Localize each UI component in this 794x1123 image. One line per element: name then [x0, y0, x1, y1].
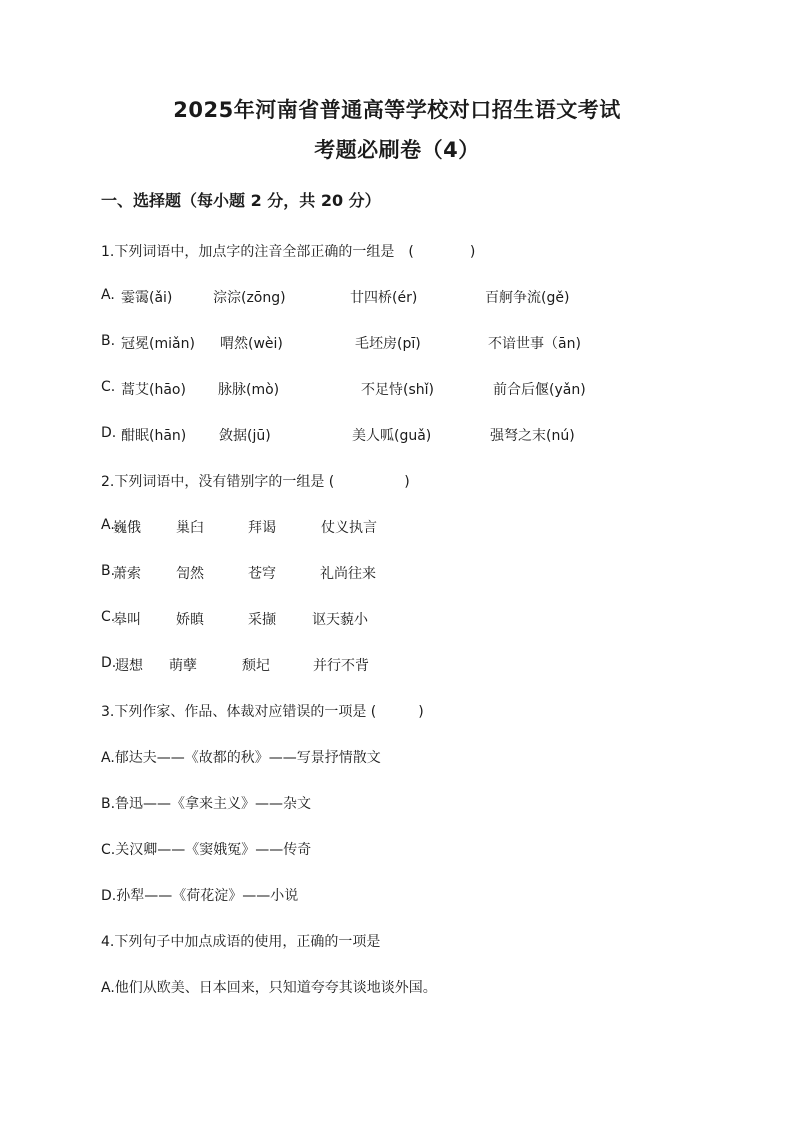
option-item: 萧索 — [113, 566, 141, 582]
question-3-option-b: B.鲁迅——《拿来主义》——杂文 — [101, 796, 312, 812]
question-2-option-c — [101, 609, 701, 629]
option-item: 萌孽 — [169, 658, 197, 674]
option-label: D. — [101, 655, 117, 671]
option-label: A. — [101, 517, 115, 533]
option-item: 前合后偃(yǎn) — [493, 382, 586, 398]
option-item: 喟然(wèi) — [220, 336, 283, 352]
option-item: 脉脉(mò) — [218, 382, 280, 398]
option-item: 娇瞋 — [176, 612, 204, 628]
option-item: 巢臼 — [176, 520, 204, 536]
question-2-option-d — [101, 655, 701, 675]
question-2-option-b — [101, 563, 701, 583]
option-item: 强弩之末(nú) — [490, 428, 575, 444]
option-item: 巍俄 — [113, 520, 141, 536]
option-item: 毛坯房(pī) — [355, 336, 421, 352]
option-label: C. — [101, 609, 116, 625]
option-item: 百舸争流(gě) — [485, 290, 570, 306]
option-item: 廿四桥(ér) — [350, 290, 418, 306]
section-heading: 一、选择题（每小题 2 分，共 20 分） — [101, 191, 381, 210]
option-item: 讴天藐小 — [312, 612, 368, 628]
question-3-option-c: C.关汉卿——《窦娥冤》——传奇 — [101, 842, 312, 858]
option-item: 皋叫 — [113, 612, 141, 628]
question-3-option-d: D.孙犁——《荷花淀》——小说 — [101, 888, 299, 904]
option-item: 不谙世事（ān) — [488, 336, 581, 352]
option-item: 冠冕(miǎn) — [121, 336, 195, 352]
question-1-option-c — [101, 379, 701, 399]
option-label: C. — [101, 379, 116, 395]
page-title: 2025年河南省普通高等学校对口招生语文考试 — [173, 98, 621, 122]
option-label: A. — [101, 287, 115, 303]
question-4-option-a: A.他们从欧美、日本回来，只知道夸夸其谈地谈外国。 — [101, 980, 437, 996]
option-item: 苍穹 — [248, 566, 276, 582]
option-item: 訇然 — [176, 566, 204, 582]
option-label: D. — [101, 425, 117, 441]
question-2-option-a — [101, 517, 701, 537]
question-1-option-b — [101, 333, 701, 353]
option-item: 并行不背 — [313, 658, 369, 674]
option-item: 淙淙(zōng) — [213, 290, 286, 306]
question-1-option-a — [101, 287, 701, 307]
option-item: 拜谒 — [248, 520, 276, 536]
option-item: 颓圮 — [242, 658, 270, 674]
question-3-stem: 3.下列作家、作品、体裁对应错误的一项是 ( ) — [101, 704, 424, 720]
option-label: B. — [101, 563, 116, 579]
option-item: 不足恃(shǐ) — [361, 382, 434, 398]
option-item: 酣眠(hān) — [121, 428, 187, 444]
option-item: 仗义执言 — [321, 520, 377, 536]
question-3-option-a: A.郁达夫——《故都的秋》——写景抒情散文 — [101, 750, 381, 766]
option-item: 礼尚往来 — [320, 566, 376, 582]
question-2-stem: 2.下列词语中，没有错别字的一组是 ( ) — [101, 474, 410, 490]
question-4-stem: 4.下列句子中加点成语的使用，正确的一项是 — [101, 934, 381, 950]
question-1-stem: 1.下列词语中，加点字的注音全部正确的一组是 ( ) — [101, 244, 476, 260]
question-1-option-d — [101, 425, 701, 445]
option-item: 美人呱(guǎ) — [352, 428, 432, 444]
option-item: 敛据(jū) — [219, 428, 271, 444]
page-subtitle: 考题必刷卷（4） — [314, 138, 480, 162]
option-item: 采撷 — [248, 612, 276, 628]
option-label: B. — [101, 333, 116, 349]
option-item: 遐想 — [115, 658, 143, 674]
option-item: 蒿艾(hāo) — [121, 382, 186, 398]
option-item: 霎霭(ǎi) — [121, 290, 173, 306]
